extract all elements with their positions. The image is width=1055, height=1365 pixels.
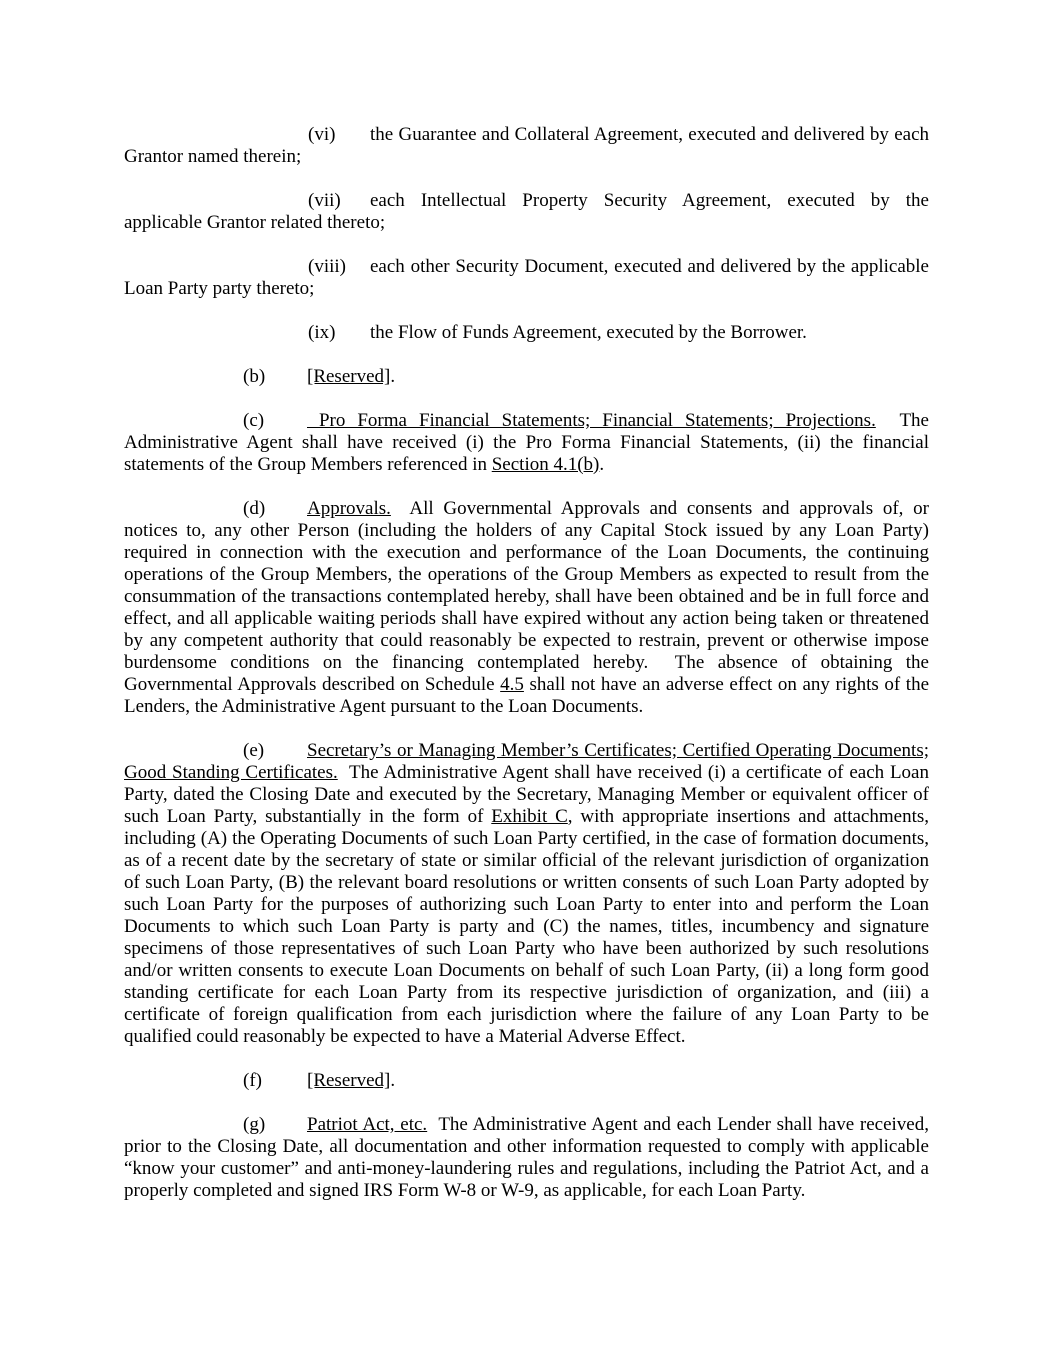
clause-f-label: (f) [243, 1070, 262, 1091]
exhibit-c-reference: Exhibit C [491, 806, 568, 827]
clause-ix-text: the Flow of Funds Agreement, executed by the Borrower. [370, 322, 807, 343]
clause-e-body-end: , with appropriate insertions and attachments, including (A) the Operating Documents of such Loan Party certified, in the case of formation documents, as of a recent date by the secretary of state or similar official of the relevant jurisdiction of organization of such Loan Party, (B) the relevant board resolutions or written consents of such Loan Party adopted by such Loan Party for the purposes of authorizing such Loan Party to enter into and perform the Loan Documents to which such Loan Party is party and (C) the names, titles, incumbency and signature specimens of those representatives of such Loan Party who have been authorized by such resolutions and/or written consents to execute Loan Documents on behalf of such Loan Party, (ii) a long form good standing certificate for each Loan Party from its respective jurisdiction of organization, and (iii) a certificate of foreign qualification from each jurisdiction where the failure of any Loan Party to be qualified could reasonably be expected to have a Material Adverse Effect. [124, 806, 929, 1047]
clause-b-period: . [390, 366, 396, 387]
clause-vii [124, 190, 929, 234]
clause-vii-text: each Intellectual Property Security Agreement, executed by the applicable Grantor related thereto; [124, 190, 929, 233]
clause-f [124, 1070, 929, 1092]
clause-b-reserved: [Reserved] [307, 366, 391, 387]
clause-b [124, 366, 929, 388]
section-4-1b-reference: Section 4.1(b) [491, 454, 600, 475]
clause-viii-label: (viii) [308, 256, 346, 277]
clause-c-body: The Administrative Agent shall have received (i) the Pro Forma Financial Statements, (ii) the financial statements of the Group Members referenced in [124, 410, 929, 475]
clause-d-label: (d) [243, 498, 266, 519]
clause-vi-label: (vi) [308, 124, 336, 145]
clause-b-label: (b) [243, 366, 266, 387]
schedule-4-5-reference: 4.5 [500, 674, 524, 695]
clause-viii [124, 256, 929, 300]
clause-c [124, 410, 929, 476]
clause-c-period: . [599, 454, 605, 475]
clause-d-heading: Approvals. [307, 498, 391, 519]
clause-g-heading: Patriot Act, etc. [307, 1114, 428, 1135]
clause-c-heading: Pro Forma Financial Statements; Financial Statements; Projections. [307, 410, 876, 431]
clause-vi [124, 124, 929, 168]
clause-vi-text: the Guarantee and Collateral Agreement, executed and delivered by each Grantor named therein; [124, 124, 929, 167]
clause-g-body: The Administrative Agent and each Lender shall have received, prior to the Closing Date, all documentation and other information requested to comply with applicable “know your customer” and anti-money-laundering rules and regulations, including the Patriot Act, and a properly completed and signed IRS Form W-8 or W-9, as applicable, for each Loan Party. [124, 1114, 929, 1201]
clause-ix-label: (ix) [308, 322, 336, 343]
clause-viii-text: each other Security Document, executed and delivered by the applicable Loan Party party thereto; [124, 256, 929, 299]
clause-c-label: (c) [243, 410, 265, 431]
clause-g-label: (g) [243, 1114, 266, 1135]
clause-e [124, 740, 929, 1048]
clause-d [124, 498, 929, 718]
clause-e-label: (e) [243, 740, 265, 761]
clause-vii-label: (vii) [308, 190, 341, 211]
clause-d-body: All Governmental Approvals and consents and approvals of, or notices to, any other Person (including the holders of any Capital Stock issued by any Loan Party) required in connection with the execution and performance of the Loan Documents, the continuing operations of the Group Members, the operations of the Group Members as expected to result from the consummation of the transactions contemplated hereby, shall have been obtained and be in full force and effect, and all applicable waiting periods shall have expired without any action being taken or threatened by any competent authority that could reasonably be expected to restrain, prevent or otherwise impose burdensome conditions on the financing contemplated hereby. The absence of obtaining the Governmental Approvals described on Schedule [124, 498, 929, 695]
clause-e-heading: Secretary’s or Managing Member’s Certificates; Certified Operating Documents; Good Standing Certificates. [124, 740, 929, 783]
clause-e-body: The Administrative Agent shall have received (i) a certificate of each Loan Party, dated the Closing Date and executed by the Secretary, Managing Member or equivalent officer of such Loan Party, substantially in the form of [124, 762, 929, 827]
clause-f-reserved: [Reserved] [307, 1070, 391, 1091]
clause-ix [124, 322, 929, 344]
clause-f-period: . [390, 1070, 396, 1091]
clause-g [124, 1114, 929, 1202]
clause-d-body-end: shall not have an adverse effect on any rights of the Lenders, the Administrative Agent pursuant to the Loan Documents. [124, 674, 930, 717]
